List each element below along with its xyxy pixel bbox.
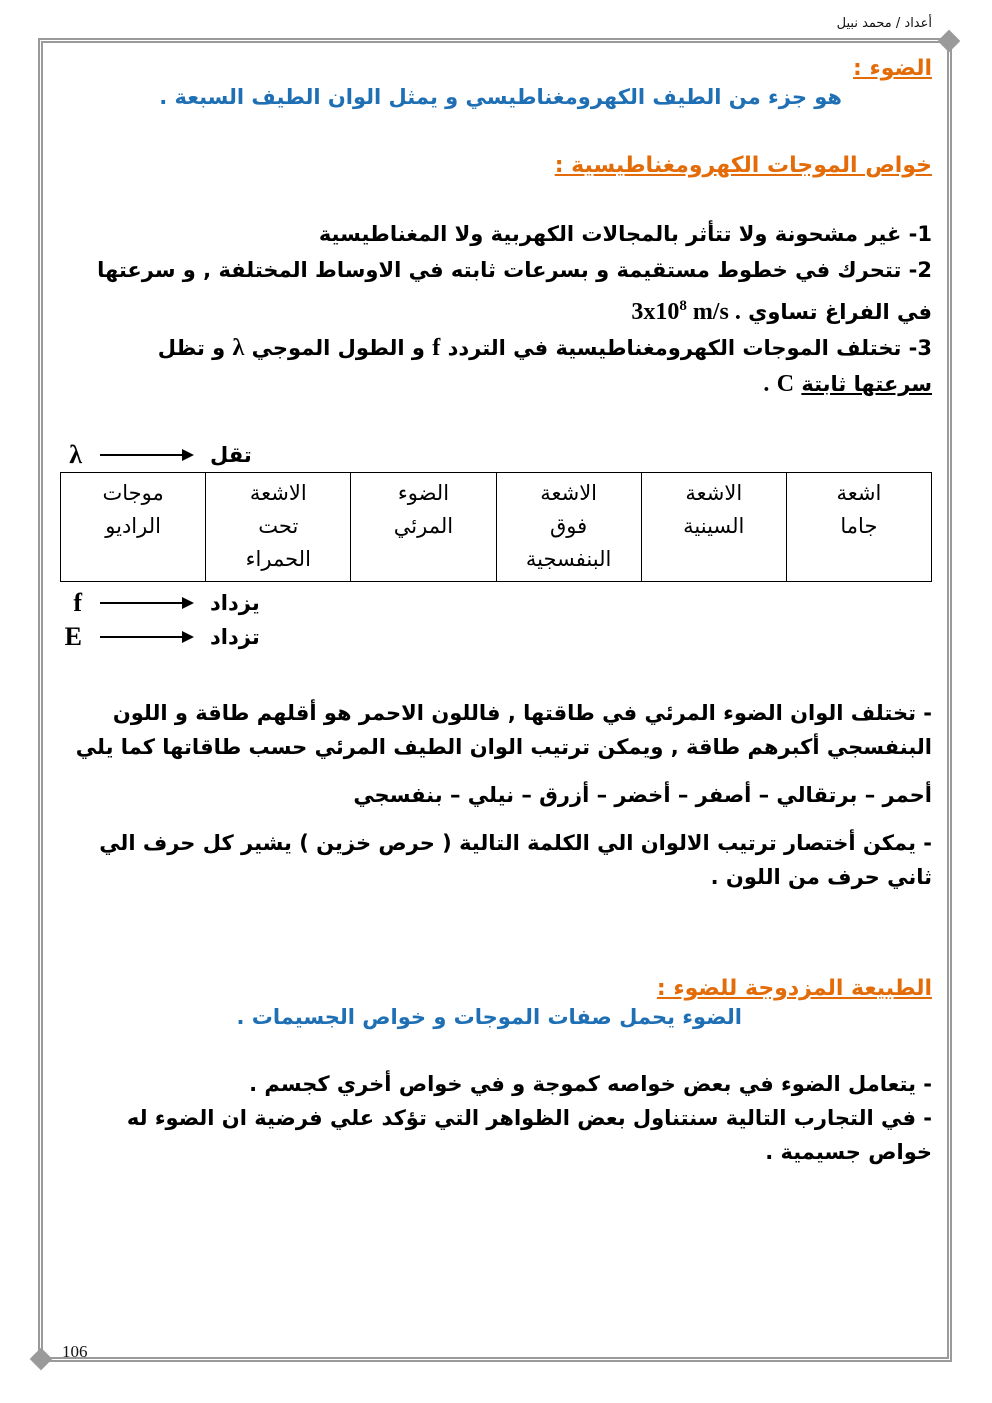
colors-order: أحمر – برتقالي – أصفر – أخضر – أزرق – نيلي – بنفسجي [353, 783, 932, 807]
lambda-symbol: λ [69, 440, 82, 469]
dual-nature-para-2: - في التجارب التالية سنتناول بعض الظواهر التي تؤكد علي فرضية ان الضوء له خواص جسيمية . [126, 1106, 932, 1164]
energy-symbol: E [64, 622, 82, 651]
cell-xray: الاشعة السينية [641, 473, 786, 582]
spectrum-block [60, 438, 932, 654]
property-2-line2: في الفراغ تساوي $3x10^8$ m/s . [631, 298, 932, 325]
table-row [61, 473, 932, 582]
dual-nature-heading: الطبيعة المزدوجة للضوء : [656, 976, 932, 1001]
dual-nature-body [60, 1067, 932, 1169]
em-properties-list [60, 216, 932, 402]
energy-arrow-row [60, 620, 932, 654]
page-content [60, 56, 932, 1169]
em-spectrum-table [60, 472, 932, 582]
cell-gamma: اشعة جاما [786, 473, 931, 582]
frequency-arrow-row [60, 586, 932, 620]
dual-nature-subtitle: الضوء يحمل صفات الموجات و خواص الجسيمات . [236, 1005, 742, 1029]
visible-colors-block [60, 696, 932, 894]
property-2-line1: 2- تتحرك في خطوط مستقيمة و بسرعات ثابته في الاوساط المختلفة , و سرعتها [97, 258, 932, 282]
light-definition: هو جزء من الطيف الكهرومغناطيسي و يمثل الوان الطيف السبعة . [159, 85, 842, 109]
increase-label: يزداد [210, 591, 260, 615]
cell-ultraviolet: الاشعة فوق البنفسجية [496, 473, 641, 582]
colors-energy-paragraph: - تختلف الوان الضوء المرئي في طاقتها , فاللون الاحمر هو أقلهم طاقة و اللون البنفسجي أكبرهم طاقة , ويمكن ترتيب الوان الطيف المرئي حسب طاقاتها كما يلي [75, 701, 932, 759]
dual-nature-para-1: - يتعامل الضوء في بعض خواصه كموجة و في خواص أخري كجسم . [249, 1072, 932, 1096]
wavelength-arrow-row [60, 438, 932, 472]
em-properties-heading: خواص الموجات الكهرومغناطيسية : [554, 153, 932, 178]
cell-infrared: الاشعة تحت الحمراء [206, 473, 351, 582]
light-heading: الضوء : [853, 56, 932, 81]
colors-mnemonic-paragraph: - يمكن أختصار ترتيب الالوان الي الكلمة التالية ( حرص خزين ) يشير كل حرف الي ثاني حرف من اللون . [99, 831, 932, 889]
decrease-label: تقل [210, 443, 252, 467]
author-credit: أعداد / محمد نبيل [836, 16, 932, 31]
speed-of-light: $3x10^8$ m/s . [631, 298, 741, 325]
right-arrow-icon [100, 454, 192, 456]
property-3-line2: سرعتها ثابتة C . [763, 371, 932, 397]
page-number: 106 [62, 1342, 88, 1361]
cell-visible: الضوء المرئي [351, 473, 496, 582]
property-3-line1: 3- تختلف الموجات الكهرومغناطيسية في التردد f و الطول الموجي λ و تظل [157, 335, 932, 361]
right-arrow-icon [100, 636, 192, 638]
increase-label: تزداد [210, 625, 260, 649]
frequency-symbol: f [73, 588, 82, 617]
right-arrow-icon [100, 602, 192, 604]
property-1: 1- غير مشحونة ولا تتأثر بالمجالات الكهربية ولا المغناطيسية [318, 222, 932, 246]
cell-radio: موجات الراديو [61, 473, 206, 582]
